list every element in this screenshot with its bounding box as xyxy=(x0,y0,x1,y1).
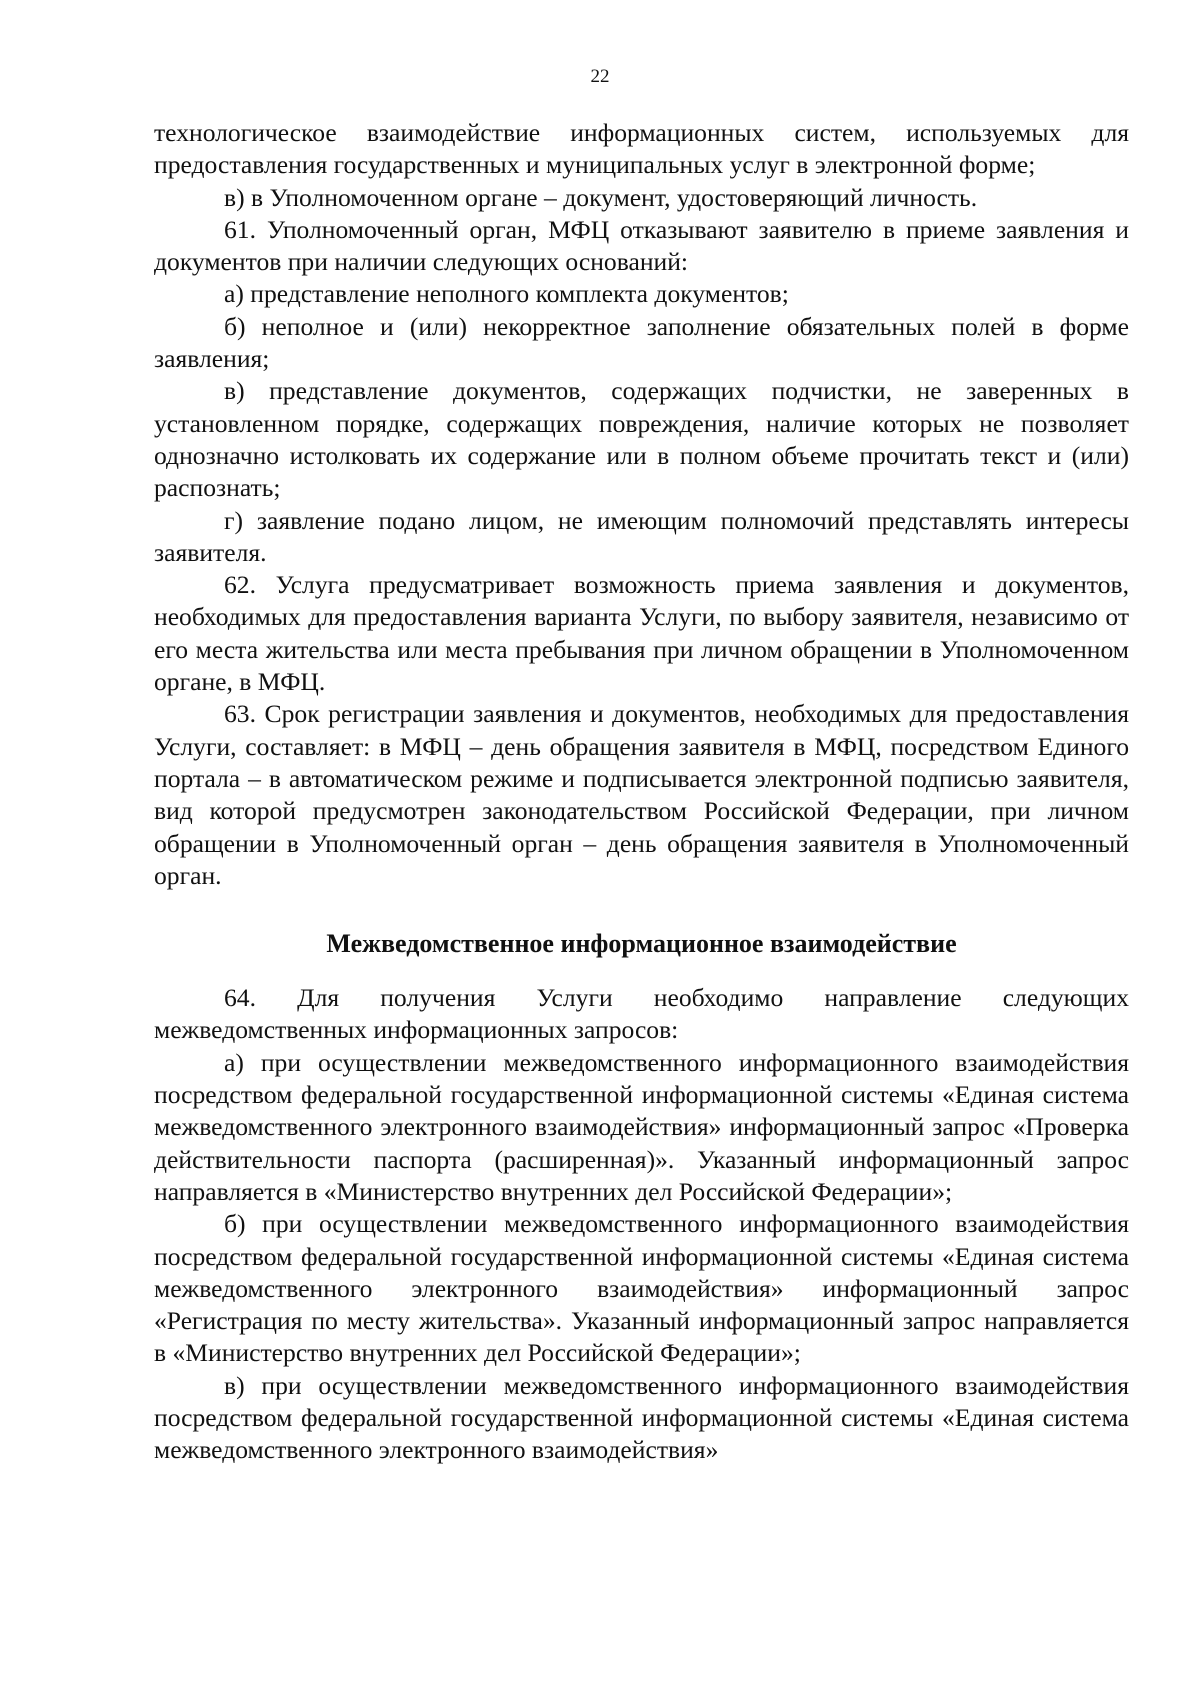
clause-63: 63. Срок регистрации заявления и документов, необходимых для предоставления Услуги, составляет: в МФЦ – день обращения заявителя в МФЦ, посредством Единого портала – в автоматическом режиме и подписывается электронной подписью заявителя, вид которой предусмотрен законодательством Российской Федерации, при личном обращении в Уполномоченный орган – день обращения заявителя в Уполномоченный орган. xyxy=(154,699,1129,890)
page-body xyxy=(154,117,1129,1467)
clause-64: 64. Для получения Услуги необходимо направление следующих межведомственных информационных запросов: xyxy=(154,983,1129,1045)
list-item-a-incomplete-set: а) представление неполного комплекта документов; xyxy=(224,279,789,309)
section-heading: Межведомственное информационное взаимодействие xyxy=(326,929,957,959)
clause-61: 61. Уполномоченный орган, МФЦ отказывают заявителю в приеме заявления и документов при наличии следующих оснований: xyxy=(154,214,1129,277)
list-item-v-identity-document: в) в Уполномоченном органе – документ, удостоверяющий личность. xyxy=(224,182,978,212)
paragraph-continuation: технологическое взаимодействие информационных систем, используемых для предоставления государственных и муниципальных услуг в электронной форме; xyxy=(154,118,1129,180)
list-item-b-residence-registration: б) при осуществлении межведомственного информационного взаимодействия посредством федеральной государственной информационной системы «Единая система межведомственного электронного взаимодействия» информационный запрос «Регистрация по месту жительства». Указанный информационный запрос направляется в «Министерство внутренних дел Российской Федерации»; xyxy=(154,1209,1129,1368)
list-item-v-damaged-documents: в) представление документов, содержащих подчистки, не заверенных в установленном порядке, содержащих повреждения, наличие которых не позволяет однозначно истолковать их содержание или в полном объеме прочитать текст и (или) распознать; xyxy=(154,376,1129,503)
list-item-v-continuation: в) при осуществлении межведомственного информационного взаимодействия посредством федеральной государственной информационной системы «Единая система межведомственного электронного взаимодействия» xyxy=(154,1370,1129,1465)
list-item-b-incorrect-fields: б) неполное и (или) некорректное заполнение обязательных полей в форме заявления; xyxy=(154,311,1129,374)
list-item-g-unauthorized-person: г) заявление подано лицом, не имеющим полномочий представлять интересы заявителя. xyxy=(154,505,1129,567)
clause-62: 62. Услуга предусматривает возможность приема заявления и документов, необходимых для предоставления варианта Услуги, по выбору заявителя, независимо от его места жительства или места пребывания при личном обращении в Уполномоченном органе, в МФЦ. xyxy=(154,570,1129,697)
list-item-a-passport-check: а) при осуществлении межведомственного информационного взаимодействия посредством федеральной государственной информационной системы «Единая система межведомственного электронного взаимодействия» информационный запрос «Проверка действительности паспорта (расширенная)». Указанный информационный запрос направляется в «Министерство внутренних дел Российской Федерации»; xyxy=(154,1047,1129,1206)
page-number: 22 xyxy=(590,66,610,87)
